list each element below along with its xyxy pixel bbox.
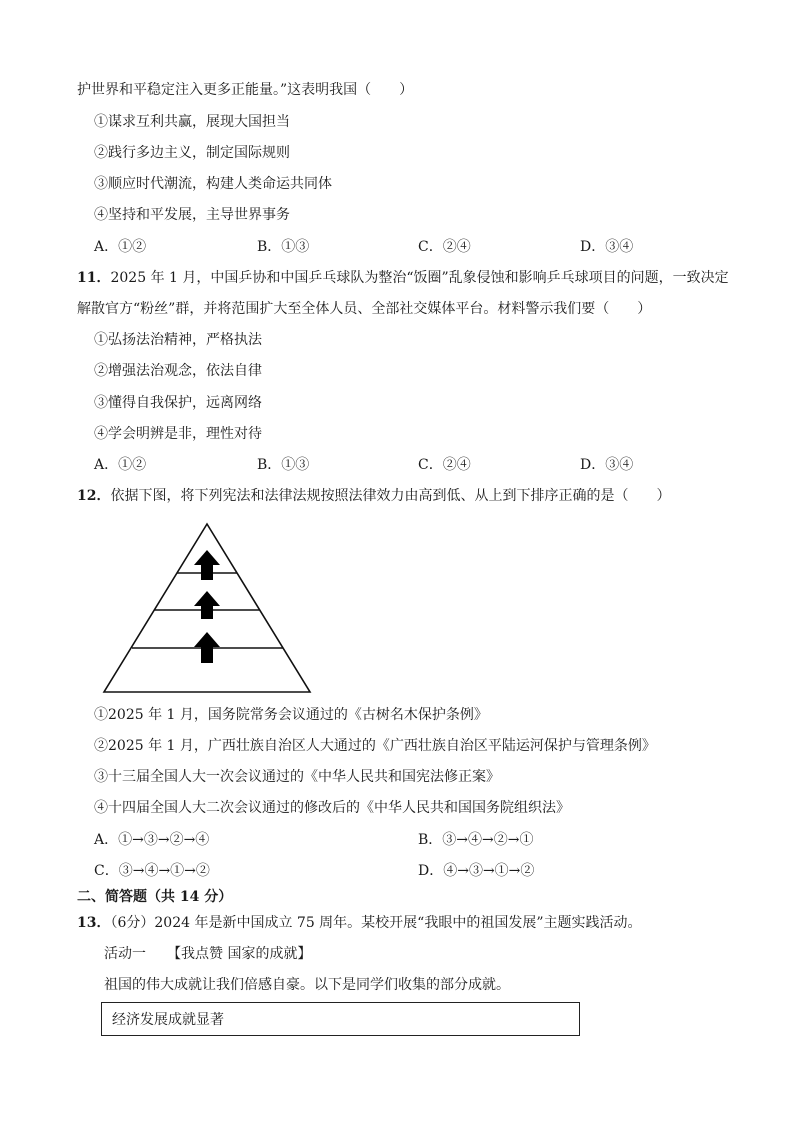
q12-item-4: ④十四届全国人大二次会议通过的修改后的《中华人民共和国国务院组织法》 — [94, 800, 570, 816]
q11-number: 11． — [77, 270, 111, 286]
up-arrow-icon — [194, 591, 220, 619]
q10-item-2: ②践行多边主义，制定国际规则 — [94, 145, 290, 161]
q11-item-4: ④学会明辨是非，理性对待 — [94, 426, 262, 442]
q10-choice-c: C．②④ — [418, 239, 471, 255]
q12-choice-a: A．①→③→②→④ — [94, 832, 210, 848]
q11-stem-text: 2025 年 1 月，中国乒协和中国乒乓球队为整治“饭圈”乱象侵蚀和影响乒乓球项目的问题，一致决定 — [110, 270, 729, 286]
q10-item-4: ④坚持和平发展，主导世界事务 — [94, 207, 290, 223]
q12-choice-c: C．③→④→①→② — [94, 863, 210, 879]
q12-item-2: ②2025 年 1 月，广西壮族自治区人大通过的《广西壮族自治区平陆运河保护与管理条例》 — [94, 738, 656, 754]
q13-number: 13． — [77, 915, 111, 931]
q11-choice-c: C．②④ — [418, 457, 471, 473]
legal-hierarchy-pyramid — [100, 520, 314, 696]
q11-stem-line2: 解散官方“粉丝”群，并将范围扩大至全体人员、全部社交媒体平台。材料警示我们要（ ） — [77, 301, 652, 317]
q13-answer-box — [101, 1002, 580, 1036]
q10-stem-tail: 护世界和平稳定注入更多正能量。”这表明我国（ ） — [77, 82, 414, 98]
q13-intro: 祖国的伟大成就让我们倍感自豪。以下是同学们收集的部分成就。 — [104, 977, 510, 993]
q10-item-1: ①谋求互利共赢，展现大国担当 — [94, 114, 290, 130]
q12-stem-text: 依据下图，将下列宪法和法律法规按照法律效力由高到低、从上到下排序正确的是（ ） — [110, 488, 671, 504]
q10-choice-b: B．①③ — [257, 239, 310, 255]
q11-item-2: ②增强法治观念，依法自律 — [94, 363, 262, 379]
q12-item-3: ③十三届全国人大一次会议通过的《中华人民共和国宪法修正案》 — [94, 769, 500, 785]
q13-stem-text: （6分）2024 年是新中国成立 75 周年。某校开展“我眼中的祖国发展”主题实践活动。 — [110, 915, 642, 931]
section-heading: 二、简答题（共 14 分） — [77, 889, 233, 905]
q10-item-3: ③顺应时代潮流，构建人类命运共同体 — [94, 176, 332, 192]
q12-number: 12． — [77, 488, 111, 504]
q12-stem — [77, 486, 670, 506]
q13-box-text: 经济发展成就显著 — [112, 1012, 224, 1028]
up-arrow-icon — [194, 550, 220, 580]
q13-stem — [77, 913, 642, 933]
q10-choice-d: D．③④ — [580, 239, 634, 255]
q11-choice-a: A．①② — [94, 457, 147, 473]
q12-choice-b: B．③→④→②→① — [418, 832, 534, 848]
q13-activity-title: 活动一 【我点赞 国家的成就】 — [104, 946, 312, 962]
q11-stem-line1 — [77, 268, 729, 288]
q10-choice-a: A．①② — [94, 239, 147, 255]
q12-choice-d: D．④→③→①→② — [418, 863, 535, 879]
q11-choice-b: B．①③ — [257, 457, 310, 473]
q12-item-1: ①2025 年 1 月，国务院常务会议通过的《古树名木保护条例》 — [94, 707, 488, 723]
q11-item-3: ③懂得自我保护，远离网络 — [94, 395, 262, 411]
q11-item-1: ①弘扬法治精神，严格执法 — [94, 332, 262, 348]
q11-choice-d: D．③④ — [580, 457, 634, 473]
